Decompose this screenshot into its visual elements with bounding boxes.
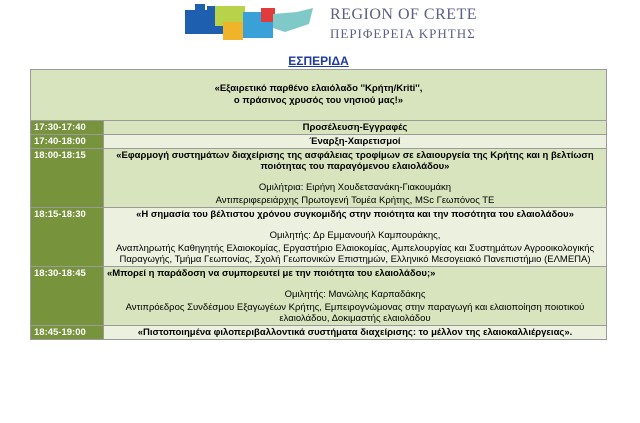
- speaker-role: Αντιπεριφερειάρχης Πρωτογενή Τομέα Κρήτης, MSc Γεωπόνος ΤΕ: [215, 195, 495, 206]
- time-cell: 18:15-18:30: [31, 208, 104, 267]
- speaker-role: Αντιπρόεδρος Συνδέσμου Εξαγωγέων Κρήτης, Εμπειρογνώμονας στην παραγωγή και ελαιοποίηση ποιοτικού ελαιολάδου, Δοκιμαστής ελαιολάδου: [125, 302, 585, 324]
- page-title-text: ΕΣΠΕΡΙΔΑ: [288, 54, 349, 68]
- page-title: [30, 52, 607, 66]
- table-row: [31, 149, 607, 208]
- content-cell: [104, 135, 607, 149]
- time-cell: 18:00-18:15: [31, 149, 104, 208]
- speaker-role: Αναπληρωτής Καθηγητής Ελαιοκομίας, Εργαστήριο Ελαιοκομίας, Αμπελουργίας και Συστημάτων Αγροοικολογικής Παραγωγής, Τμήμα Γεωπονίας, Σχολή Γεωπονικών Επιστημών, Ελληνικό Μεσογειακό Πανεπιστήμιο (ΕΛΜΕΠΑ): [115, 243, 595, 265]
- session-title: Έναρξη-Χαιρετισμοί: [309, 136, 401, 147]
- region-of-crete-logo-icon: [185, 2, 315, 42]
- content-cell: [104, 208, 607, 267]
- header-logo: [185, 2, 485, 44]
- speaker-name: Ομιλητής: Δρ Εμμανουήλ Καμπουράκης,: [269, 230, 441, 241]
- program-table: [30, 69, 607, 340]
- intro-row: [31, 70, 607, 121]
- content-cell: [104, 149, 607, 208]
- table-row: [31, 121, 607, 135]
- intro-line-2: ο πράσινος χρυσός του νησιού μας!»: [233, 95, 404, 106]
- time-cell: 17:30-17:40: [31, 121, 104, 135]
- table-row: [31, 135, 607, 149]
- intro-cell: [31, 70, 607, 121]
- session-title: «Εφαρμογή συστημάτων διαχείρισης της ασφάλειας τροφίμων σε ελαιουργεία της Κρήτης και η βελτίωση ποιότητας του παραγόμενου ελαιολάδου»: [116, 150, 594, 172]
- session-title: Προσέλευση-Εγγραφές: [302, 122, 408, 133]
- intro-line-1: «Εξαιρετικό παρθένο ελαιόλαδο ''Κρήτη/Kriti'',: [214, 83, 423, 94]
- content-cell: [104, 326, 607, 340]
- session-title: «Μπορεί η παράδοση να συμπορευτεί με την ποιότητα του ελαιολάδου;»: [107, 268, 436, 279]
- speaker-name: Ομιλητής: Μανώλης Καρπαδάκης: [284, 289, 426, 300]
- time-cell: 18:30-18:45: [31, 267, 104, 326]
- content-cell: [104, 121, 607, 135]
- table-row: [31, 208, 607, 267]
- table-row: [31, 326, 607, 340]
- logo-text-english: REGION OF CRETE: [330, 6, 478, 23]
- time-cell: 17:40-18:00: [31, 135, 104, 149]
- session-title: «Η σημασία του βέλτιστου χρόνου συγκομιδής στην ποιότητα και την ποσότητα του ελαιολάδου»: [136, 209, 574, 220]
- time-cell: 18:45-19:00: [31, 326, 104, 340]
- content-cell: [104, 267, 607, 326]
- speaker-name: Ομιλήτρια: Ειρήνη Χουδετσανάκη-Γιακουμάκη: [258, 182, 452, 193]
- table-row: [31, 267, 607, 326]
- logo-text-greek: ΠΕΡΙΦΕΡΕΙΑ ΚΡΗΤΗΣ: [330, 26, 476, 41]
- session-title: «Πιστοποιημένα φιλοπεριβαλλοντικά συστήματα διαχείρισης: το μέλλον της ελαιοκαλλιέργειας».: [137, 327, 573, 338]
